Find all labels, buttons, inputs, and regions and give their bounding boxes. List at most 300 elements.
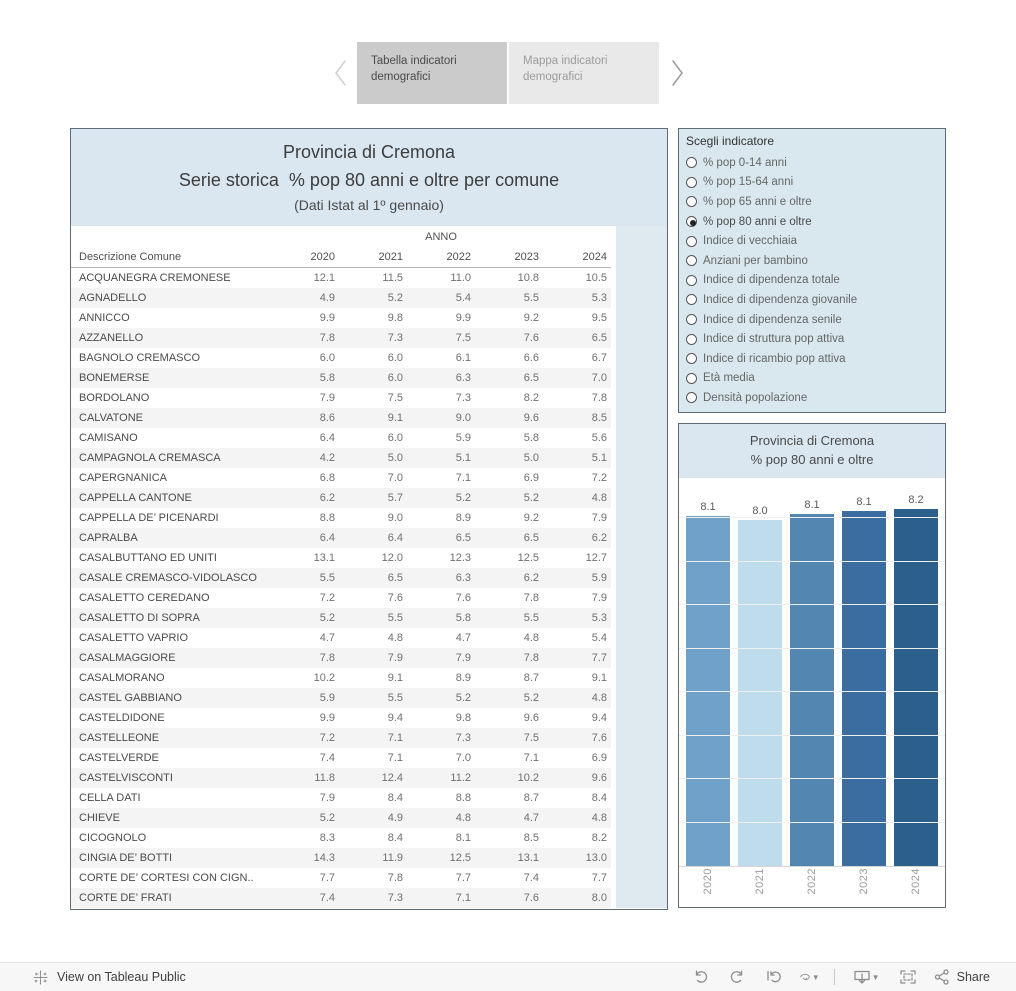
table-row[interactable]: [71, 608, 611, 628]
comune-name: CAPRALBA: [79, 532, 138, 544]
comune-name: BAGNOLO CREMASCO: [79, 352, 201, 364]
value-cell: 9.1: [387, 412, 403, 424]
radio-icon[interactable]: [686, 392, 697, 403]
value-cell: 5.2: [387, 292, 403, 304]
comune-name: CASALBUTTANO ED UNITI: [79, 552, 217, 564]
value-cell: 6.8: [319, 472, 335, 484]
value-cell: 7.7: [319, 872, 335, 884]
gridline: [679, 778, 945, 779]
value-cell: 10.8: [517, 272, 539, 284]
value-cell: 6.7: [591, 352, 607, 364]
bar-column: [790, 499, 834, 866]
x-tick-label: 2021: [754, 868, 766, 895]
value-cell: 7.1: [523, 752, 539, 764]
table-row[interactable]: [71, 888, 611, 908]
value-cell: 14.3: [313, 852, 335, 864]
value-cell: 5.5: [319, 572, 335, 584]
gridline: [679, 822, 945, 823]
fullscreen-button[interactable]: [897, 967, 919, 987]
chart-title-line1: Provincia di Cremona: [749, 433, 875, 448]
value-cell: 4.8: [523, 632, 539, 644]
value-cell: 5.1: [591, 452, 607, 464]
comune-name: CELLA DATI: [79, 792, 141, 804]
download-caret-icon: ▼: [871, 972, 880, 982]
value-cell: 5.8: [319, 372, 335, 384]
value-cell: 10.5: [585, 272, 607, 284]
value-cell: 9.4: [591, 712, 607, 724]
value-cell: 7.8: [523, 652, 539, 664]
share-button[interactable]: [933, 968, 990, 986]
value-cell: 8.8: [319, 512, 335, 524]
value-cell: 8.4: [591, 792, 607, 804]
table-row[interactable]: [71, 528, 611, 548]
indicator-option[interactable]: [686, 349, 938, 369]
value-cell: 5.8: [523, 432, 539, 444]
table-row[interactable]: [71, 828, 611, 848]
indicator-option-label: % pop 15-64 anni: [703, 176, 794, 189]
value-cell: 9.0: [387, 512, 403, 524]
value-cell: 6.6: [523, 352, 539, 364]
radio-icon[interactable]: [686, 334, 697, 345]
value-cell: 9.9: [319, 712, 335, 724]
value-cell: 4.8: [591, 492, 607, 504]
value-cell: 7.9: [591, 512, 607, 524]
value-cell: 9.6: [591, 772, 607, 784]
comune-name: AGNADELLO: [79, 292, 147, 304]
value-cell: 8.2: [523, 392, 539, 404]
value-cell: 5.8: [455, 612, 471, 624]
download-icon: [852, 968, 872, 986]
value-cell: 7.1: [455, 892, 471, 904]
table-row[interactable]: [71, 668, 611, 688]
x-tick-label: 2023: [858, 868, 870, 895]
indicator-options-list: [686, 153, 938, 408]
value-cell: 7.3: [455, 392, 471, 404]
table-right-filler: [616, 226, 667, 908]
chart-bars: [686, 478, 938, 866]
indicator-option[interactable]: [686, 251, 938, 271]
bar-value-label: 8.1: [804, 499, 820, 511]
value-cell: 12.5: [517, 552, 539, 564]
value-cell: 7.8: [387, 872, 403, 884]
comune-name: CINGIA DE’ BOTTI: [79, 852, 173, 864]
value-cell: 5.5: [387, 692, 403, 704]
table-row[interactable]: [71, 468, 611, 488]
table-row[interactable]: [71, 688, 611, 708]
undo-icon: [691, 968, 711, 986]
indicator-option-label: Indice di ricambio pop attiva: [703, 352, 846, 365]
bar-column: [738, 505, 782, 866]
value-cell: 6.0: [319, 352, 335, 364]
redo-icon: [727, 968, 747, 986]
year-group-header: ANNO: [425, 231, 457, 243]
radio-icon[interactable]: [686, 177, 697, 188]
tableau-footer-toolbar: [0, 962, 1016, 991]
table-title-line2: Serie storica % pop 80 anni e oltre per comune: [178, 170, 560, 190]
chevron-right-icon: [664, 56, 690, 90]
value-cell: 6.5: [455, 532, 471, 544]
value-cell: 4.8: [387, 632, 403, 644]
value-cell: 7.3: [387, 332, 403, 344]
indicator-option[interactable]: [686, 153, 938, 173]
value-cell: 5.2: [523, 692, 539, 704]
indicator-option[interactable]: [686, 388, 938, 408]
table-row[interactable]: [71, 428, 611, 448]
value-cell: 5.4: [591, 632, 607, 644]
table-row[interactable]: [71, 708, 611, 728]
value-cell: 7.7: [591, 872, 607, 884]
bar[interactable]: [842, 511, 886, 866]
indicator-panel-title: Scegli indicatore: [686, 134, 775, 148]
value-cell: 9.8: [387, 312, 403, 324]
radio-icon[interactable]: [686, 236, 697, 247]
indicator-option[interactable]: [686, 212, 938, 232]
comune-name: CASALE CREMASCO-VIDOLASCO: [79, 572, 257, 584]
radio-icon[interactable]: [686, 353, 697, 364]
value-cell: 5.9: [455, 432, 471, 444]
revert-icon: [763, 968, 783, 986]
x-tick-label: 2024: [910, 868, 922, 895]
indicator-option[interactable]: [686, 329, 938, 349]
download-button[interactable]: [849, 967, 883, 987]
value-cell: 8.7: [523, 792, 539, 804]
indicator-option-label: % pop 80 anni e oltre: [703, 215, 812, 228]
table-row[interactable]: [71, 488, 611, 508]
table-title: [71, 129, 667, 226]
table-row[interactable]: [71, 268, 611, 288]
indicator-option[interactable]: [686, 290, 938, 310]
value-cell: 7.0: [591, 372, 607, 384]
value-cell: 5.9: [319, 692, 335, 704]
view-on-tableau-link[interactable]: [32, 969, 186, 986]
tabs-next-button[interactable]: [664, 56, 690, 90]
table-header-row: [71, 246, 611, 268]
table-row[interactable]: [71, 648, 611, 668]
value-cell: 7.9: [319, 392, 335, 404]
value-cell: 6.9: [523, 472, 539, 484]
tabs-prev-button[interactable]: [328, 56, 354, 90]
share-label: Share: [956, 970, 990, 984]
undo-button[interactable]: [690, 967, 712, 987]
table-row[interactable]: [71, 868, 611, 888]
table-title-line1: Provincia di Cremona: [282, 142, 456, 162]
table-row[interactable]: [71, 508, 611, 528]
value-cell: 7.6: [455, 592, 471, 604]
bar-value-label: 8.1: [700, 501, 716, 513]
value-cell: 7.3: [387, 892, 403, 904]
tab-mappa-indicatori[interactable]: Mappa indicatori demografici: [509, 42, 659, 104]
table-row[interactable]: [71, 788, 611, 808]
value-cell: 6.5: [523, 372, 539, 384]
value-cell: 5.5: [523, 292, 539, 304]
value-cell: 5.4: [455, 292, 471, 304]
value-cell: 6.4: [319, 432, 335, 444]
toolbar-divider: [834, 969, 835, 985]
indicator-option-label: % pop 0-14 anni: [703, 156, 787, 169]
table-row[interactable]: [71, 768, 611, 788]
value-cell: 8.8: [455, 792, 471, 804]
tableau-logo-icon: [32, 969, 49, 986]
value-cell: 11.2: [450, 772, 471, 784]
radio-icon[interactable]: [686, 275, 697, 286]
comune-name: CASALETTO CEREDANO: [79, 592, 210, 604]
table-row[interactable]: [71, 848, 611, 868]
comune-name: CAPPELLA DE’ PICENARDI: [79, 512, 219, 524]
value-cell: 4.8: [591, 692, 607, 704]
indicator-option[interactable]: [686, 173, 938, 193]
comune-name: CAPPELLA CANTONE: [79, 492, 192, 504]
radio-icon[interactable]: [686, 294, 697, 305]
value-cell: 4.9: [387, 812, 403, 824]
comune-name: BORDOLANO: [79, 392, 150, 404]
chart-plot: [679, 478, 945, 867]
value-cell: 12.5: [449, 852, 471, 864]
indicator-option[interactable]: [686, 369, 938, 389]
value-cell: 6.3: [455, 572, 471, 584]
value-cell: 6.3: [455, 372, 471, 384]
table-row[interactable]: [71, 628, 611, 648]
table-row[interactable]: [71, 588, 611, 608]
table-row[interactable]: [71, 448, 611, 468]
value-cell: 7.8: [591, 392, 607, 404]
table-row[interactable]: [71, 408, 611, 428]
value-cell: 7.2: [591, 472, 607, 484]
radio-icon[interactable]: [686, 157, 697, 168]
indicator-option[interactable]: [686, 192, 938, 212]
value-cell: 5.2: [455, 692, 471, 704]
value-cell: 9.8: [455, 712, 471, 724]
value-cell: 7.5: [455, 332, 471, 344]
bar-value-label: 8.1: [856, 496, 872, 508]
value-cell: 5.7: [387, 492, 403, 504]
comune-name: CASTELLEONE: [79, 732, 160, 744]
demographic-table-panel: [70, 128, 668, 910]
value-cell: 8.4: [387, 792, 403, 804]
value-cell: 7.1: [455, 472, 471, 484]
value-cell: 13.0: [585, 852, 607, 864]
indicator-option-label: Indice di dipendenza totale: [703, 274, 840, 287]
table-row[interactable]: [71, 728, 611, 748]
value-cell: 4.8: [591, 812, 607, 824]
radio-selected-icon[interactable]: [686, 216, 697, 227]
column-header-year[interactable]: 2023: [514, 250, 539, 263]
gridline: [679, 691, 945, 692]
share-icon: [933, 968, 951, 986]
indicator-option-label: Indice di struttura pop attiva: [703, 333, 845, 346]
value-cell: 10.2: [517, 772, 539, 784]
value-cell: 9.6: [523, 712, 539, 724]
value-cell: 8.4: [387, 832, 403, 844]
value-cell: 8.9: [455, 672, 471, 684]
bar-column: [842, 496, 886, 866]
value-cell: 9.5: [591, 312, 607, 324]
value-cell: 7.5: [387, 392, 403, 404]
value-cell: 6.5: [523, 532, 539, 544]
comune-name: AZZANELLO: [79, 332, 144, 344]
column-header-year[interactable]: 2022: [446, 250, 471, 263]
value-cell: 6.2: [319, 492, 335, 504]
value-cell: 7.7: [455, 872, 471, 884]
value-cell: 11.9: [382, 852, 403, 864]
value-cell: 7.3: [455, 732, 471, 744]
comune-name: BONEMERSE: [79, 372, 150, 384]
indicator-selector-panel: [678, 128, 946, 413]
value-cell: 9.9: [319, 312, 335, 324]
province-trend-chart-panel: [678, 423, 946, 908]
value-cell: 6.5: [387, 572, 403, 584]
refresh-caret-icon: ▼: [811, 972, 820, 982]
gridline: [679, 517, 945, 518]
indicator-option-label: Età media: [703, 372, 755, 385]
refresh-icon: [798, 968, 812, 986]
indicator-option[interactable]: [686, 271, 938, 291]
comune-name: CAPERGNANICA: [79, 472, 168, 484]
value-cell: 11.0: [450, 272, 471, 284]
gridline: [679, 604, 945, 605]
value-cell: 12.1: [313, 272, 335, 284]
value-cell: 8.6: [319, 412, 335, 424]
value-cell: 6.0: [387, 432, 403, 444]
indicator-option-label: % pop 65 anni e oltre: [703, 195, 812, 208]
sheet-tab-bar: [0, 38, 1016, 106]
value-cell: 5.5: [387, 612, 403, 624]
comune-name: CAMPAGNOLA CREMASCA: [79, 452, 221, 464]
value-cell: 7.4: [319, 752, 335, 764]
gridline: [679, 648, 945, 649]
table-row[interactable]: [71, 368, 611, 388]
value-cell: 7.8: [319, 652, 335, 664]
radio-icon[interactable]: [686, 314, 697, 325]
indicator-option[interactable]: [686, 231, 938, 251]
tab-tabella-indicatori[interactable]: Tabella indicatori demografici: [357, 42, 507, 104]
value-cell: 11.8: [314, 772, 335, 784]
bar[interactable]: [790, 514, 834, 866]
value-cell: 5.9: [591, 572, 607, 584]
value-cell: 9.1: [591, 672, 607, 684]
indicator-option[interactable]: [686, 310, 938, 330]
value-cell: 5.2: [455, 492, 471, 504]
value-cell: 7.2: [319, 732, 335, 744]
redo-button[interactable]: [726, 967, 748, 987]
value-cell: 4.2: [319, 452, 335, 464]
column-header-year[interactable]: 2021: [378, 250, 403, 263]
value-cell: 7.1: [387, 732, 403, 744]
value-cell: 7.6: [387, 592, 403, 604]
table-row[interactable]: [71, 548, 611, 568]
value-cell: 8.7: [523, 672, 539, 684]
comune-name: CORTE DE’ CORTESI CON CIGN..: [79, 872, 254, 884]
value-cell: 6.0: [387, 352, 403, 364]
value-cell: 5.2: [523, 492, 539, 504]
table-row[interactable]: [71, 328, 611, 348]
table-row[interactable]: [71, 348, 611, 368]
comune-name: CASTELDIDONE: [79, 712, 165, 724]
revert-button[interactable]: [762, 967, 784, 987]
value-cell: 8.2: [591, 832, 607, 844]
column-header-comune[interactable]: Descrizione Comune: [79, 250, 182, 263]
table-row[interactable]: [71, 388, 611, 408]
bar[interactable]: [738, 520, 782, 866]
value-cell: 9.2: [523, 512, 539, 524]
x-tick-label: 2020: [702, 868, 714, 895]
table-row[interactable]: [71, 288, 611, 308]
chart-title-line2: % pop 80 anni e oltre: [750, 452, 874, 467]
indicator-option-label: Indice di dipendenza senile: [703, 313, 842, 326]
value-cell: 7.7: [591, 652, 607, 664]
value-cell: 12.7: [585, 552, 607, 564]
indicator-option-label: Anziani per bambino: [703, 254, 808, 267]
chart-x-axis: [686, 868, 938, 904]
value-cell: 5.0: [523, 452, 539, 464]
value-cell: 4.9: [319, 292, 335, 304]
bar[interactable]: [894, 509, 938, 866]
comune-name: CORTE DE’ FRATI: [79, 892, 172, 904]
comune-name: CASALETTO VAPRIO: [79, 632, 189, 644]
table-row[interactable]: [71, 808, 611, 828]
indicator-option-label: Densità popolazione: [703, 391, 808, 404]
value-cell: 10.2: [313, 672, 335, 684]
chevron-left-icon: [328, 56, 354, 90]
value-cell: 7.4: [319, 892, 335, 904]
value-cell: 6.0: [387, 372, 403, 384]
value-cell: 6.4: [319, 532, 335, 544]
value-cell: 7.4: [523, 872, 539, 884]
value-cell: 4.7: [319, 632, 335, 644]
value-cell: 7.5: [523, 732, 539, 744]
value-cell: 5.3: [591, 292, 607, 304]
radio-icon[interactable]: [686, 373, 697, 384]
value-cell: 13.1: [517, 852, 539, 864]
radio-icon[interactable]: [686, 196, 697, 207]
value-cell: 9.4: [387, 712, 403, 724]
value-cell: 7.9: [455, 652, 471, 664]
value-cell: 7.6: [591, 732, 607, 744]
column-header-year[interactable]: 2020: [310, 250, 335, 263]
value-cell: 5.1: [455, 452, 471, 464]
column-header-year[interactable]: 2024: [582, 250, 607, 263]
value-cell: 7.9: [591, 592, 607, 604]
comune-name: CHIEVE: [79, 812, 120, 824]
table-row[interactable]: [71, 748, 611, 768]
value-cell: 12.4: [381, 772, 403, 784]
value-cell: 7.2: [319, 592, 335, 604]
value-cell: 5.2: [319, 812, 335, 824]
radio-icon[interactable]: [686, 255, 697, 266]
comune-name: CASTEL GABBIANO: [79, 692, 182, 704]
comune-name: CASALMAGGIORE: [79, 652, 176, 664]
value-cell: 6.2: [591, 532, 607, 544]
value-cell: 9.2: [523, 312, 539, 324]
value-cell: 8.3: [319, 832, 335, 844]
refresh-button[interactable]: [798, 967, 820, 987]
table-row[interactable]: [71, 308, 611, 328]
value-cell: 12.0: [381, 552, 403, 564]
table-row[interactable]: [71, 568, 611, 588]
comune-name: ANNICCO: [79, 312, 130, 324]
value-cell: 8.9: [455, 512, 471, 524]
value-cell: 7.1: [387, 752, 403, 764]
value-cell: 7.8: [523, 592, 539, 604]
value-cell: 12.3: [449, 552, 471, 564]
view-on-tableau-label: View on Tableau Public: [57, 970, 186, 984]
value-cell: 5.5: [523, 612, 539, 624]
comune-name: CASTELVERDE: [79, 752, 159, 764]
value-cell: 7.8: [319, 332, 335, 344]
value-cell: 4.8: [455, 812, 471, 824]
value-cell: 6.2: [523, 572, 539, 584]
comune-name: ACQUANEGRA CREMONESE: [79, 272, 231, 284]
indicator-option-label: Indice di dipendenza giovanile: [703, 293, 858, 306]
